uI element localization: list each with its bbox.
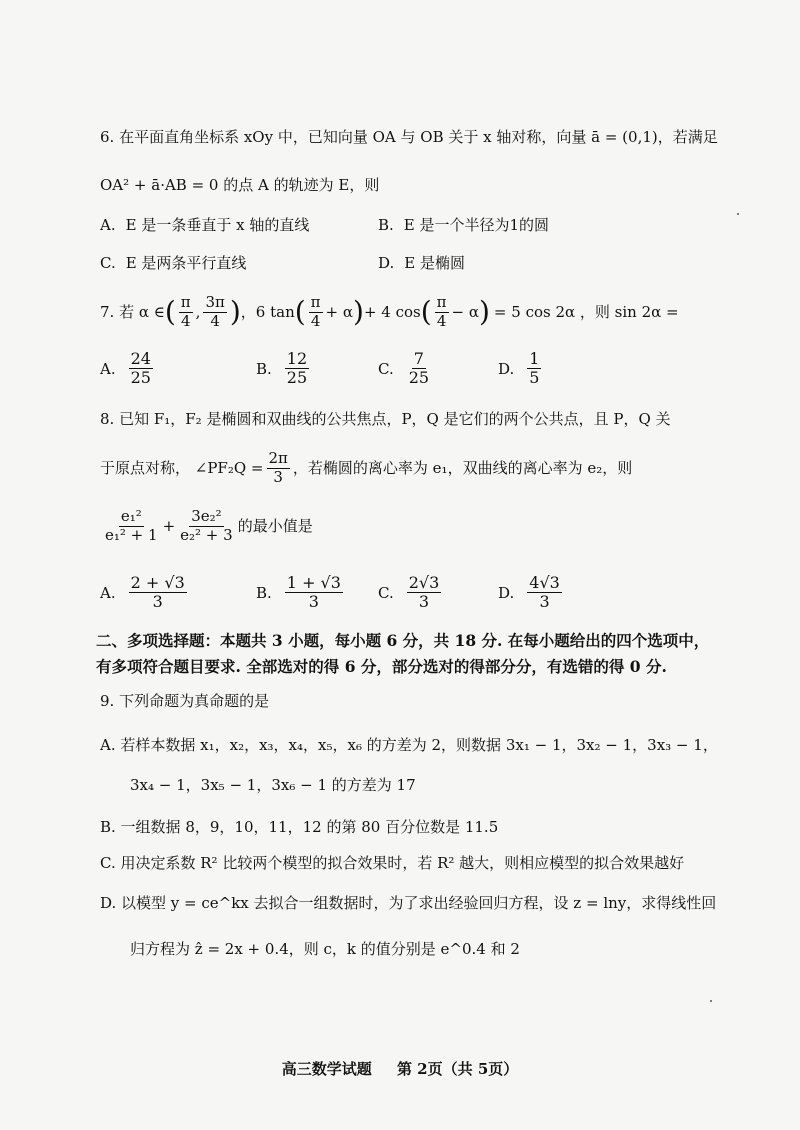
q6-option-d	[378, 252, 465, 273]
q6-stem-line1: 6. 在平面直角坐标系 xOy 中，已知向量 OA 与 OB 关于 x 轴对称，向量 ā = (0,1)，若满足	[100, 128, 718, 146]
q9-option-c: C. 用决定系数 R² 比较两个模型的拟合效果时，若 R² 越大，则相应模型的拟合效果越好	[100, 854, 685, 872]
q7-stem: 7. 若 α ∈ ( $\frac{\pi}{4}$ , $\frac{3\pi}{4}$ ) ，6 tan ( $\frac{\pi}{4}$ + α ) + 4 cos ( $\frac{\pi}{4}$ − α ) = 5 cos 2α ，则 sin 2α =	[100, 293, 679, 330]
q7-paren-close: )	[229, 295, 241, 328]
q7-option-a: A. $\frac{24}{25}$	[100, 349, 151, 388]
section2-header-line2: 有多项符合题目要求. 全部选对的得 6 分，部分选对的得部分分，有选错的得 0 分.	[96, 657, 667, 676]
q9-stem: 9. 下列命题为真命题的是	[100, 692, 270, 710]
q8-option-d: D. $\frac{4√3}{3}$	[498, 573, 560, 612]
footer-page-number: 第 2页（共 5页）	[396, 1060, 519, 1078]
q7-option-d: D. $\frac{1}{5}$	[498, 349, 540, 388]
q9-option-a-line1: A. 若样本数据 x₁，x₂，x₃，x₄，x₅，x₆ 的方差为 2，则数据 3x₁ − 1，3x₂ − 1，3x₃ − 1，	[100, 736, 718, 754]
q7-mid2: + 4 cos	[363, 303, 421, 321]
q7-prefix: 7. 若 α ∈	[100, 303, 165, 321]
q6-option-c-text: E 是两条平行直线	[125, 254, 247, 272]
q6-option-b-text: E 是一个半径为1的圆	[403, 216, 550, 234]
section2-header-line1: 二、多项选择题：本题共 3 小题，每小题 6 分，共 18 分. 在每小题给出的四个选项中，	[96, 631, 710, 650]
q7-end: = 5 cos 2α ，则 sin 2α =	[493, 303, 679, 321]
q6-option-a-text: E 是一条垂直于 x 轴的直线	[125, 216, 310, 234]
q8-option-a: A. $\frac{2 + √3}{3}$	[100, 573, 185, 612]
q6-option-c-label: C.	[100, 253, 116, 272]
q7-mid1: ，6 tan	[240, 303, 295, 321]
q7-option-c: C. $\frac{7}{25}$	[378, 349, 430, 388]
q8-stem-line2: 于原点对称， ∠PF₂Q = $\frac{2\pi}{3}$ ，若椭圆的离心率为 e₁，双曲线的离心率为 e₂，则	[100, 449, 633, 486]
q8-expression: $\frac{\text{e₁²}}{\text{e₁² + 1}}$ + $\frac{\text{3e₂²}}{\text{e₂² + 3}}$ 的最小值是	[105, 507, 313, 544]
q6-option-d-text: E 是椭圆	[404, 254, 465, 272]
q8-option-c: C. $\frac{2√3}{3}$	[378, 573, 440, 612]
q9-option-d-line1: D. 以模型 y = ce^kx 去拟合一组数据时，为了求出经验回归方程，设 z = lny，求得线性回	[100, 894, 717, 912]
q8-option-b: B. $\frac{1 + √3}{3}$	[256, 573, 341, 612]
q7-paren-open: (	[164, 295, 176, 328]
q7-interval-right: $\frac{3\pi}{4}$	[205, 293, 225, 330]
page-footer	[0, 1058, 800, 1079]
q8-angle-fraction: $\frac{2\pi}{3}$	[268, 449, 288, 486]
q6-option-b-label: B.	[378, 215, 394, 234]
q7-pi-over-4-a: $\frac{\pi}{4}$	[310, 293, 321, 330]
scan-speck	[710, 1000, 712, 1002]
q6-option-a	[100, 214, 309, 235]
q6-option-a-label: A.	[100, 215, 116, 234]
q6-option-c	[100, 252, 246, 273]
q7-minus-alpha: − α	[451, 303, 479, 321]
q8-stem-line1: 8. 已知 F₁，F₂ 是椭圆和双曲线的公共焦点，P，Q 是它们的两个公共点，且 P，Q 关	[100, 410, 671, 428]
scan-speck	[737, 213, 739, 215]
footer-title: 高三数学试题	[281, 1060, 372, 1078]
q9-option-b: B. 一组数据 8，9，10，11，12 的第 80 百分位数是 11.5	[100, 818, 499, 836]
q6-option-d-label: D.	[378, 253, 395, 272]
q7-option-b: B. $\frac{12}{25}$	[256, 349, 308, 388]
q7-interval-left: $\frac{\pi}{4}$	[180, 293, 191, 330]
q6-stem-line2: OA² + ā·AB = 0 的点 A 的轨迹为 E，则	[100, 176, 380, 194]
q9-option-d-line2: 归方程为 ẑ = 2x + 0.4，则 c，k 的值分别是 e^0.4 和 2	[130, 940, 520, 958]
q7-plus-alpha: + α	[325, 303, 353, 321]
q7-pi-over-4-b: $\frac{\pi}{4}$	[436, 293, 447, 330]
q6-option-b	[378, 214, 549, 235]
q9-option-a-line2: 3x₄ − 1，3x₅ − 1，3x₆ − 1 的方差为 17	[130, 776, 416, 794]
